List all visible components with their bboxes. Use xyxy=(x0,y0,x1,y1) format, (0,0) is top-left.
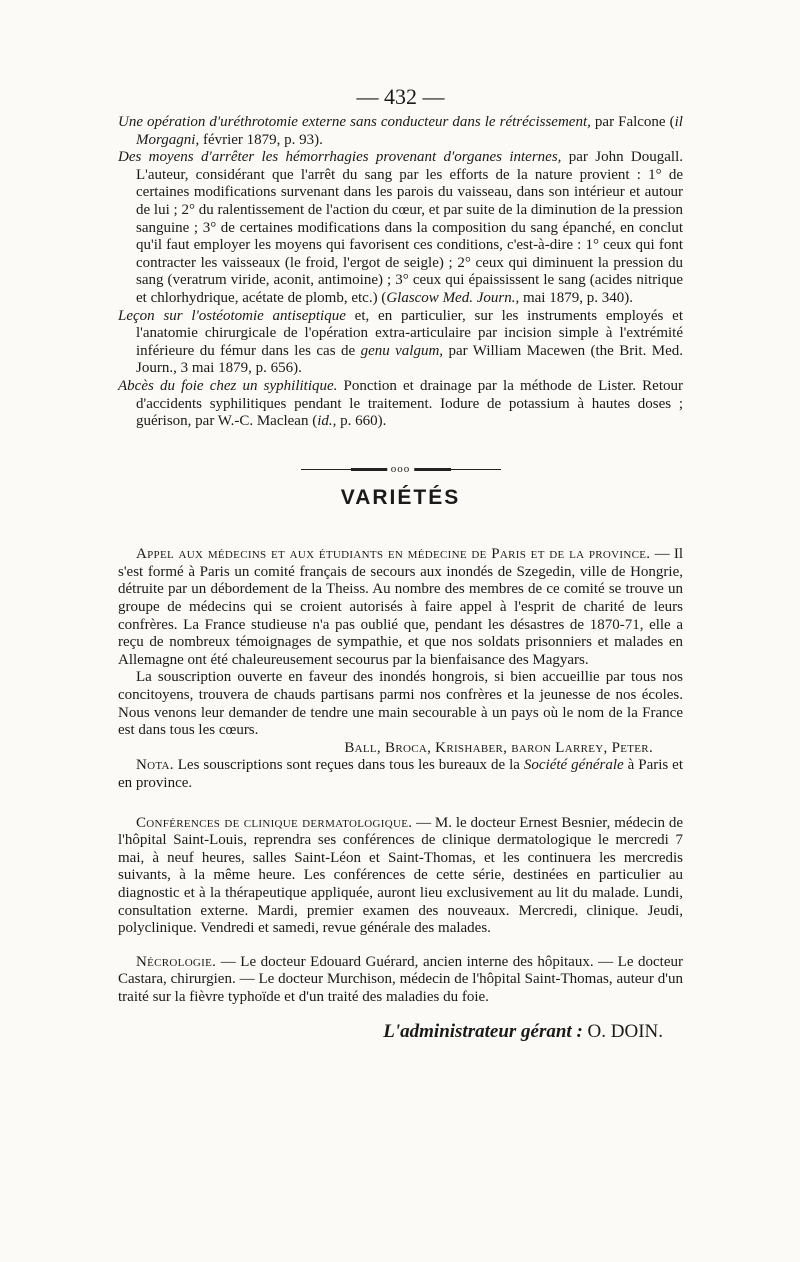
footer-label: L'administrateur gérant : xyxy=(383,1020,583,1042)
spacer xyxy=(118,938,683,954)
footer-signature xyxy=(118,1020,683,1042)
nota-paragraph: Nota. Les souscriptions sont reçues dans tous les bureaux de la Société générale à Paris et en province. xyxy=(118,757,684,791)
appel-heading: Appel aux médecins et aux étudiants en médecine de Paris et de la province. xyxy=(136,546,651,563)
necrologie-heading: Nécrologie. xyxy=(136,953,217,970)
footer-name: O. DOIN. xyxy=(582,1020,663,1042)
ornament-separator xyxy=(301,462,501,475)
signatures: Ball, Broca, Krishaber, baron Larrey, Peter. xyxy=(344,739,653,756)
reference-entry: Une opération d'uréthrotomie externe sans conducteur dans le rétrécissement, par Falcone (il Morgagni, février 1879, p. 93). xyxy=(118,114,683,148)
necrologie-paragraph: Nécrologie. — Le docteur Edouard Guérard, ancien interne des hôpitaux. — Le docteur Castara, chirurgien. — Le docteur Murchison, médecin de l'hôpital Saint-Thomas, auteur d'un traité sur la fièvre typhoïde et d'un traité des maladies du foie. xyxy=(118,953,683,1005)
reference-title: Des moyens d'arrêter les hémorrhagies provenant d'organes internes, xyxy=(118,149,562,166)
reference-entry: Abcès du foie chez un syphilitique. Ponction et drainage par la méthode de Lister. Retour d'accidents syphilitiques pendant le traitement. Iodure de potassium à hautes doses ; guérison, par W.-C. Maclean (id., p. 660). xyxy=(118,377,683,430)
nota-label: Nota. xyxy=(136,757,174,774)
separator-ornament: ooo xyxy=(387,465,415,474)
section-title: VARIÉTÉS xyxy=(340,485,461,509)
conferences-paragraph: Conférences de clinique dermatologique. — M. le docteur Ernest Besnier, médecin de l'hôpital Saint-Louis, reprendra ses conférences de clinique dermatologique le mercredi 7 mai, à neuf heures, salles Saint-Léon et Saint-Thomas, et les continuera les mercredis suivants, à la même heure. Les conférences de cette série, destinées en particulier au diagnostic et à la thérapeutique appliquée, auront lieu exclusivement au lit du malade. Lundi, consultation externe. Mardi, premier examen des nouveaux. Mercredi, clinique. Jeudi, polyclinique. Vendredi et samedi, revue générale des malades. xyxy=(118,814,683,937)
reference-title: Leçon sur l'ostéotomie antiseptique xyxy=(118,307,346,324)
reference-title: Abcès du foie chez un syphilitique. xyxy=(118,377,338,394)
document-page xyxy=(118,84,683,1040)
reference-title: Une opération d'uréthrotomie externe sans conducteur dans le rétrécissement, xyxy=(118,114,591,130)
page-number: — 432 — xyxy=(356,84,445,109)
spacer xyxy=(118,793,683,815)
reference-entry: Leçon sur l'ostéotomie antiseptique et, en particulier, sur les instruments employés et l'anatomie chirurgicale de l'opération extra-articulaire par incision simple à l'extrémité inférieure du fémur dans les cas de genu valgum, par William Macewen (the Brit. Med. Journ., 3 mai 1879, p. 656). xyxy=(118,307,683,377)
appel-paragraph: Appel aux médecins et aux étudiants en médecine de Paris et de la province. — Il s'est formé à Paris un comité français de secours aux inondés de Szegedin, ville de Hongrie, détruite par un débordement de la Theiss. Au nombre des membres de ce comité se trouve un groupe de médecins qui se croient autorisés à faire appel à l'esprit de charité de leurs confrères. La France studieuse n'a pas oublié que, pendant les désastres de 1870-71, elle a reçu de nombreux témoignages de sympathie, et que nos soldats prisonniers et malades en Allemagne ont été chaleureusement secourus par la bienfaisance des Magyars. xyxy=(118,546,684,668)
conferences-heading: Conférences de clinique dermatologique. xyxy=(136,814,413,831)
reference-entry: Des moyens d'arrêter les hémorrhagies provenant d'organes internes, par John Dougall. L'auteur, considérant que l'arrêt du sang par les efforts de la nature provient : 1° de certaines modifications survenant dans les parois du vaisseau, dans son intérieur et autour de lui ; 2° du ralentissement de l'action du cœur, et par suite de la diminution de la pression sanguine ; 3° de certaines modifications dans la composition du sang épanché, en conclut qu'il faut employer les moyens qui favorisent ces conditions, c'est-à-dire : 1° ceux qui font contracter les vaisseaux (le froid, l'ergot de seigle) ; 2° ceux qui diminuent la pression du sang (veratrum viride, aconit, antimoine) ; 3° ceux qui épaississent le sang (acides nitrique et chlorhydrique, acétate de plomb, etc.) (Glascow Med. Journ., mai 1879, p. 340). xyxy=(118,149,683,306)
appel-paragraph-2: La souscription ouverte en faveur des inondés hongrois, si bien accueillie par tous nos concitoyens, trouvera de chauds partisans parmi nos confrères et la jeunesse de nos écoles. Nous venons leur demander de tendre une main secourable à un pays où le nom de la France est dans tous les cœurs. xyxy=(118,669,683,739)
